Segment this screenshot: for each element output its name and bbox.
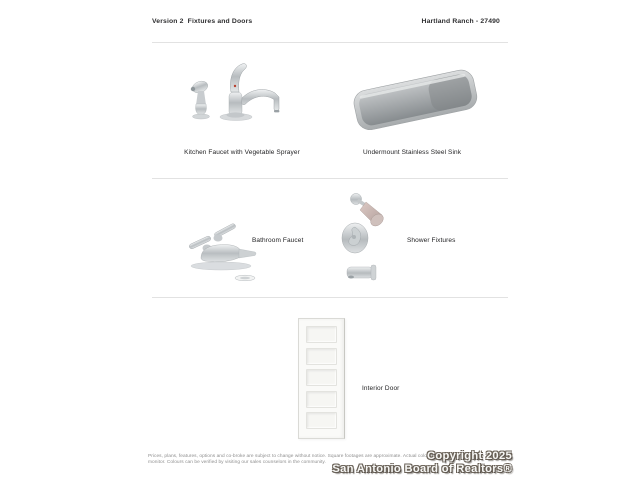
interior-door-image [298, 318, 345, 439]
door-panel [306, 348, 337, 365]
copyright-watermark [332, 450, 512, 475]
page-title: Version 2 Fixtures and Doors [152, 18, 253, 25]
fixture-label-kitchen-faucet: Kitchen Faucet with Vegetable Sprayer [184, 149, 300, 156]
fixture-label-sink: Undermount Stainless Steel Sink [362, 149, 462, 156]
fixture-label-bathroom-faucet: Bathroom Faucet [252, 237, 304, 244]
undermount-sink-image [348, 66, 482, 130]
watermark-board-name: San Antonio Board of Realtors® [332, 462, 512, 475]
door-panel [306, 412, 337, 429]
section-divider [152, 297, 508, 298]
kitchen-faucet-image [186, 58, 288, 122]
fixture-label-shower: Shower Fixtures [407, 237, 456, 244]
door-panel [306, 391, 337, 408]
door-panel [306, 369, 337, 386]
shower-fixtures-image [340, 188, 388, 288]
section-divider [152, 42, 508, 43]
fixture-label-interior-door: Interior Door [362, 385, 400, 392]
bathroom-faucet-image [183, 220, 263, 284]
community-id: Hartland Ranch - 27490 [421, 18, 500, 25]
section-divider [152, 178, 508, 179]
disclaimer-line-1: Prices, plans, features, options and co-broke are subject to change without notice. Square footages are approximate. Actual colors may vary by [148, 454, 459, 459]
watermark-copyright-year: Copyright 2025 [426, 450, 512, 462]
disclaimer-line-2: monitor. Colours can be verified by visiting our sales counselors in the community. [148, 460, 326, 465]
door-panel [306, 326, 337, 343]
